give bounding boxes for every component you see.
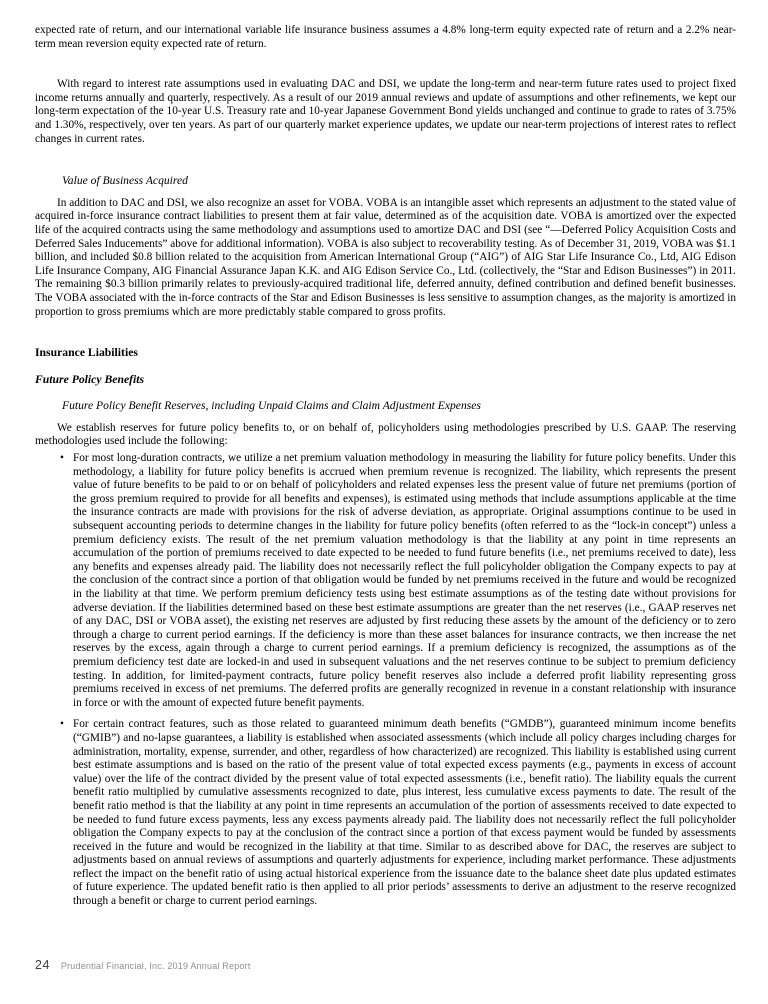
heading-insurance-liabilities: Insurance Liabilities	[35, 346, 138, 360]
bullet-benefit-ratio-method: • For certain contract features, such as those related to guaranteed minimum death benefits (“GMDB”), guaranteed minimum income benefits (“GMIB”) and no-lapse guarantees, a liability is established when associated assessments (which include all policy charges including charges for administration, mortality, expense, surrender, and other, regardless of how characterized) are recognized. This liability is established using current best estimate assumptions and is based on the ratio of the present value of total expected excess payments (e.g., payments in excess of account value) over the life of the contract divided by the present value of total expected assessments (i.e., benefit ratio). The liability equals the current benefit ratio multiplied by cumulative assessments recognized to date, plus interest, less cumulative excess payments to date. The result of the benefit ratio method is that the liability at any point in time represents an accumulation of the portion of assessments received to date expected to be needed to fund future excess payments, less any excess payments already paid. The liability does not necessarily reflect the full policyholder obligation the Company expects to pay at the conclusion of the contract since a portion of that excess payment would be funded by assessments received in the future and would be recognized in the liability at that time. Similar to as described above for DAC, the reserves are subject to adjustments based on annual reviews of assumptions and quarterly adjustments for experience, including market performance. These adjustments reflect the impact on the benefit ratio of using actual historical experience from the issuance date to the balance sheet date plus updated estimates of future experience. The updated benefit ratio is then applied to all prior periods’ assessments to derive an adjustment to the reserve recognized through a benefit or charge to current period earnings.	[35, 718, 736, 908]
bullet-net-premium-valuation: • For most long-duration contracts, we utilize a net premium valuation methodology in measuring the liability for future policy benefits. Under this methodology, a liability for future policy benefits is accrued when premium revenue is recognized. The liability, which represents the present value of future benefits to be paid to or on behalf of policyholders and related expenses less the present value of future net premiums (portion of the gross premium required to provide for all benefits and expenses), is estimated using methods that include assumptions applicable at the time the insurance contracts are made with provisions for the risk of adverse deviation, as appropriate. Original assumptions continue to be used in subsequent accounting periods to determine changes in the liability for future policy benefits (often referred to as the “lock-in concept”) unless a premium deficiency exists. The result of the net premium valuation methodology is that the liability at any point in time represents an accumulation of the portion of premiums received to date expected to be needed to fund future benefits (i.e., net premiums received to date), less any benefits and expenses already paid. The liability does not necessarily reflect the full policyholder obligation the Company expects to pay at the conclusion of the contract since a portion of that obligation would be funded by net premiums received in the future and would be recognized in the liability at that time. We perform premium deficiency tests using best estimate assumptions as of the testing date without provisions for adverse deviation. If the liabilities determined based on these best estimate assumptions are greater than the net reserves (i.e., GAAP reserves net of any DAC, DSI or VOBA asset), the existing net reserves are adjusted by first reducing these assets by the amount of the deficiency or to zero through a charge to current period earnings. If the deficiency is more than these asset balances for insurance contracts, we then increase the net reserves by the excess, again through a charge to current period earnings. If a premium deficiency is recognized, the assumptions as of the premium deficiency test date are locked-in and used in subsequent valuations and the net reserves continue to be subject to premium deficiency testing. In addition, for limited-payment contracts, future policy benefit reserves also include a deferred profit liability representing gross premiums received in excess of net premiums. The deferred profits are generally recognized in revenue in a constant relationship with insurance in force or with the amount of expected future benefit payments.	[35, 452, 736, 710]
page-body	[35, 24, 736, 909]
paragraph-reserve-methodologies-intro: We establish reserves for future policy benefits to, or on behalf of, policyholders using methodologies prescribed by U.S. GAAP. The reserving methodologies used include the following:	[35, 421, 736, 448]
heading-future-policy-benefits: Future Policy Benefits	[35, 372, 145, 386]
page-footer	[35, 958, 251, 972]
heading-value-of-business-acquired: Value of Business Acquired	[62, 174, 188, 188]
paragraph-equity-return-continuation: expected rate of return, and our international variable life insurance business assumes a 4.8% long-term equity expected rate of return and a 2.2% near-term mean reversion equity expected rate of return.	[35, 24, 736, 50]
paragraph-voba-description: In addition to DAC and DSI, we also recognize an asset for VOBA. VOBA is an intangible asset which represents an adjustment to the stated value of acquired in-force insurance contract liabilities to present them at fair value, determined as of the acquisition date. VOBA is amortized over the expected life of the acquired contracts using the same methodology and assumptions used to amortize DAC and DSI (see “—Deferred Policy Acquisition Costs and Deferred Sales Inducements” above for additional information). VOBA is also subject to recoverability testing. As of December 31, 2019, VOBA was $1.1 billion, and included $0.8 billion related to the acquisition from American International Group (“AIG”) of AIG Star Life Insurance Co., Ltd, AIG Edison Life Insurance Company, AIG Financial Assurance Japan K.K. and AIG Edison Service Co., Ltd. (collectively, the “Star and Edison Businesses”) in 2011. The remaining $0.3 billion primarily relates to previously-acquired traditional life, deferred annuity, defined contribution and defined benefit businesses. The VOBA associated with the in-force contracts of the Star and Edison Businesses is less sensitive to assumption changes, as the majority is amortized in proportion to gross premiums which are more predictably stable compared to gross profits.	[35, 196, 736, 318]
heading-future-policy-benefit-reserves: Future Policy Benefit Reserves, including Unpaid Claims and Claim Adjustment Expenses	[62, 399, 481, 413]
page-number: 24	[35, 958, 50, 972]
paragraph-interest-rate-assumptions: With regard to interest rate assumptions used in evaluating DAC and DSI, we update the long-term and near-term future rates used to project fixed income returns annually and quarterly, respectively. As a result of our 2019 annual reviews and update of assumptions and other refinements, we kept our long-term expectation of the 10-year U.S. Treasury rate and 10-year Japanese Government Bond yields unchanged and continue to grade to rates of 3.75% and 1.30%, respectively, over ten years. As part of our quarterly market experience updates, we update our near-term projections of interest rates to reflect changes in current rates.	[35, 78, 736, 145]
reserving-methodologies-list	[35, 452, 736, 909]
report-title: Prudential Financial, Inc. 2019 Annual Report	[60, 961, 251, 971]
